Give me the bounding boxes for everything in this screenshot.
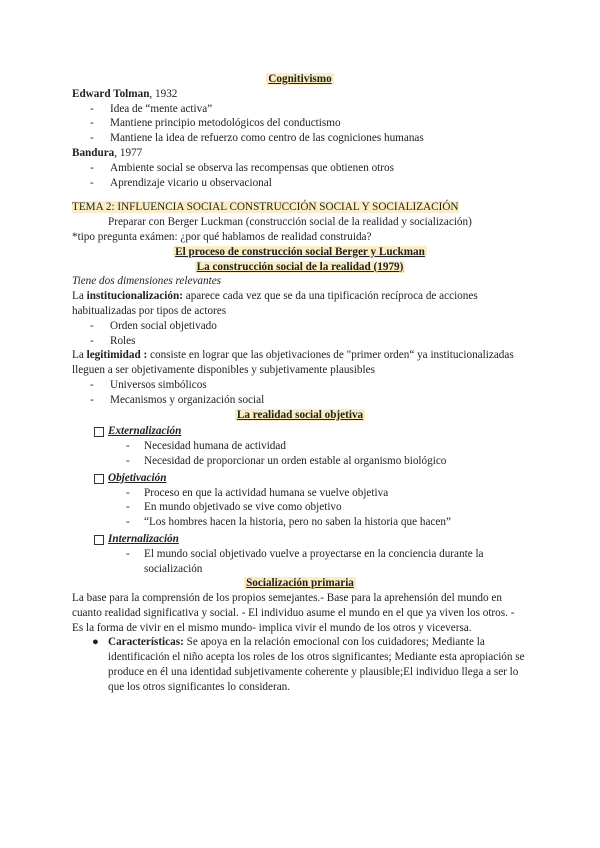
list-item: - Mantiene principio metodológicos del conductismo: [72, 116, 528, 131]
socializacion-heading-row: [72, 576, 528, 591]
list-item: - Aprendizaje vicario u observacional: [72, 176, 528, 191]
leg-text: consiste en lograr que las objetivaciones de "primer orden“ ya institucionalizadas lleguen a ser objetivamente disponibles y subjetivamente plausibles: [72, 349, 514, 377]
int-list: [72, 547, 528, 577]
inst-term: institucionalización:: [86, 290, 183, 303]
checkbox-icon: [94, 474, 104, 484]
socializacion-title: Socialización primaria: [246, 577, 354, 590]
list-item: - “Los hombres hacen la historia, pero no saben la historia que hacen”: [72, 515, 528, 530]
inst-prefix: La: [72, 290, 87, 303]
ext-list: [72, 439, 528, 469]
realidad-heading-row: [72, 408, 528, 423]
objetivacion-label: Objetivación: [108, 471, 167, 484]
tema-line: [72, 200, 528, 215]
tolman-year: , 1932: [149, 87, 178, 100]
list-item: - Roles: [72, 334, 528, 349]
construccion-title: La construcción social de la realidad (1979): [196, 260, 404, 273]
cognitivismo-title: Cognitivismo: [268, 73, 332, 85]
list-item: - Necesidad de proporcionar un orden estable al organismo biológico: [72, 454, 528, 469]
list-item: - Necesidad humana de actividad: [72, 439, 528, 454]
list-item: - Ambiente social se observa las recompensas que obtienen otros: [72, 161, 528, 176]
bandura-line: [72, 146, 528, 161]
list-item: - Orden social objetivado: [72, 319, 528, 334]
internalizacion-label: Internalización: [108, 532, 179, 545]
tema-prep: Preparar con Berger Luckman (construcción social de la realidad y socialización): [108, 216, 472, 229]
list-item: - El mundo social objetivado vuelve a proyectarse en la conciencia durante la socialización: [72, 547, 528, 577]
caract-term: Características:: [108, 636, 184, 649]
legitimidad-paragraph: [72, 348, 528, 378]
bullet-icon: ●: [92, 636, 99, 649]
proceso-heading-row: [72, 245, 528, 260]
institucionalizacion-paragraph: [72, 289, 528, 319]
socializacion-paragraph: La base para la comprensión de los propios semejantes.- Base para la aprehensión del mundo en cuanto realidad significativa y social. - El individuo asume el mundo en el que ya viven los otros. - Es la forma de vivir en el mismo mundo- implica vivir el mundo de los otros y viceversa.: [72, 592, 515, 634]
checkbox-icon: [94, 427, 104, 437]
inst-text: aparece cada vez que se da una tipificación recíproca de acciones habitualizadas por tipos de actores: [72, 290, 478, 317]
leg-term: legitimidad :: [86, 349, 148, 362]
list-item: - En mundo objetivado se vive como objetivo: [72, 500, 528, 515]
tema-title: TEMA 2: INFLUENCIA SOCIAL CONSTRUCCIÓN SOCIAL Y SOCIALIZACIÓN: [72, 201, 459, 214]
list-item: - Proceso en que la actividad humana se vuelve objetiva: [72, 486, 528, 501]
cognitivismo-heading-row: [72, 72, 528, 87]
tema-exam: *tipo pregunta exámen: ¿por qué hablamos de realidad construida?: [72, 230, 372, 243]
bandura-name: Bandura: [72, 146, 115, 159]
caract-text: Se apoya en la relación emocional con los cuidadores; Mediante la identificación el niño acepta los roles de los otros significantes; Mediante esta apropiación se produce en él una identidad subjetivamente coherente y plausible;El individuo llega a ser lo que los otros significantes lo consideran.: [108, 636, 525, 693]
realidad-title: La realidad social objetiva: [236, 408, 364, 421]
externalizacion-label: Externalización: [108, 425, 182, 438]
externalizacion-row: [72, 424, 528, 439]
list-item: - Mantiene la idea de refuerzo como centro de las cogniciones humanas: [72, 131, 528, 146]
list-item: - Universos simbólicos: [72, 378, 528, 393]
proceso-title: El proceso de construcción social Berger y Luckman: [175, 245, 425, 258]
bandura-year: , 1977: [114, 146, 143, 159]
list-item: - Mecanismos y organización social: [72, 393, 528, 408]
construccion-heading-row: [72, 260, 528, 275]
bandura-list: [72, 161, 528, 191]
checkbox-icon: [94, 535, 104, 545]
document-page: [72, 72, 528, 695]
tolman-line: [72, 87, 528, 102]
objetivacion-row: [72, 471, 528, 486]
caracteristicas-bullet: [72, 635, 528, 694]
leg-prefix: La: [72, 349, 87, 362]
dimensiones-note: Tiene dos dimensiones relevantes: [72, 275, 222, 288]
obj-list: [72, 486, 528, 530]
list-item: - Idea de “mente activa”: [72, 102, 528, 117]
tolman-list: [72, 102, 528, 146]
tolman-name: Edward Tolman: [72, 87, 150, 100]
inst-list: [72, 319, 528, 349]
internalizacion-row: [72, 532, 528, 547]
leg-list: [72, 378, 528, 408]
